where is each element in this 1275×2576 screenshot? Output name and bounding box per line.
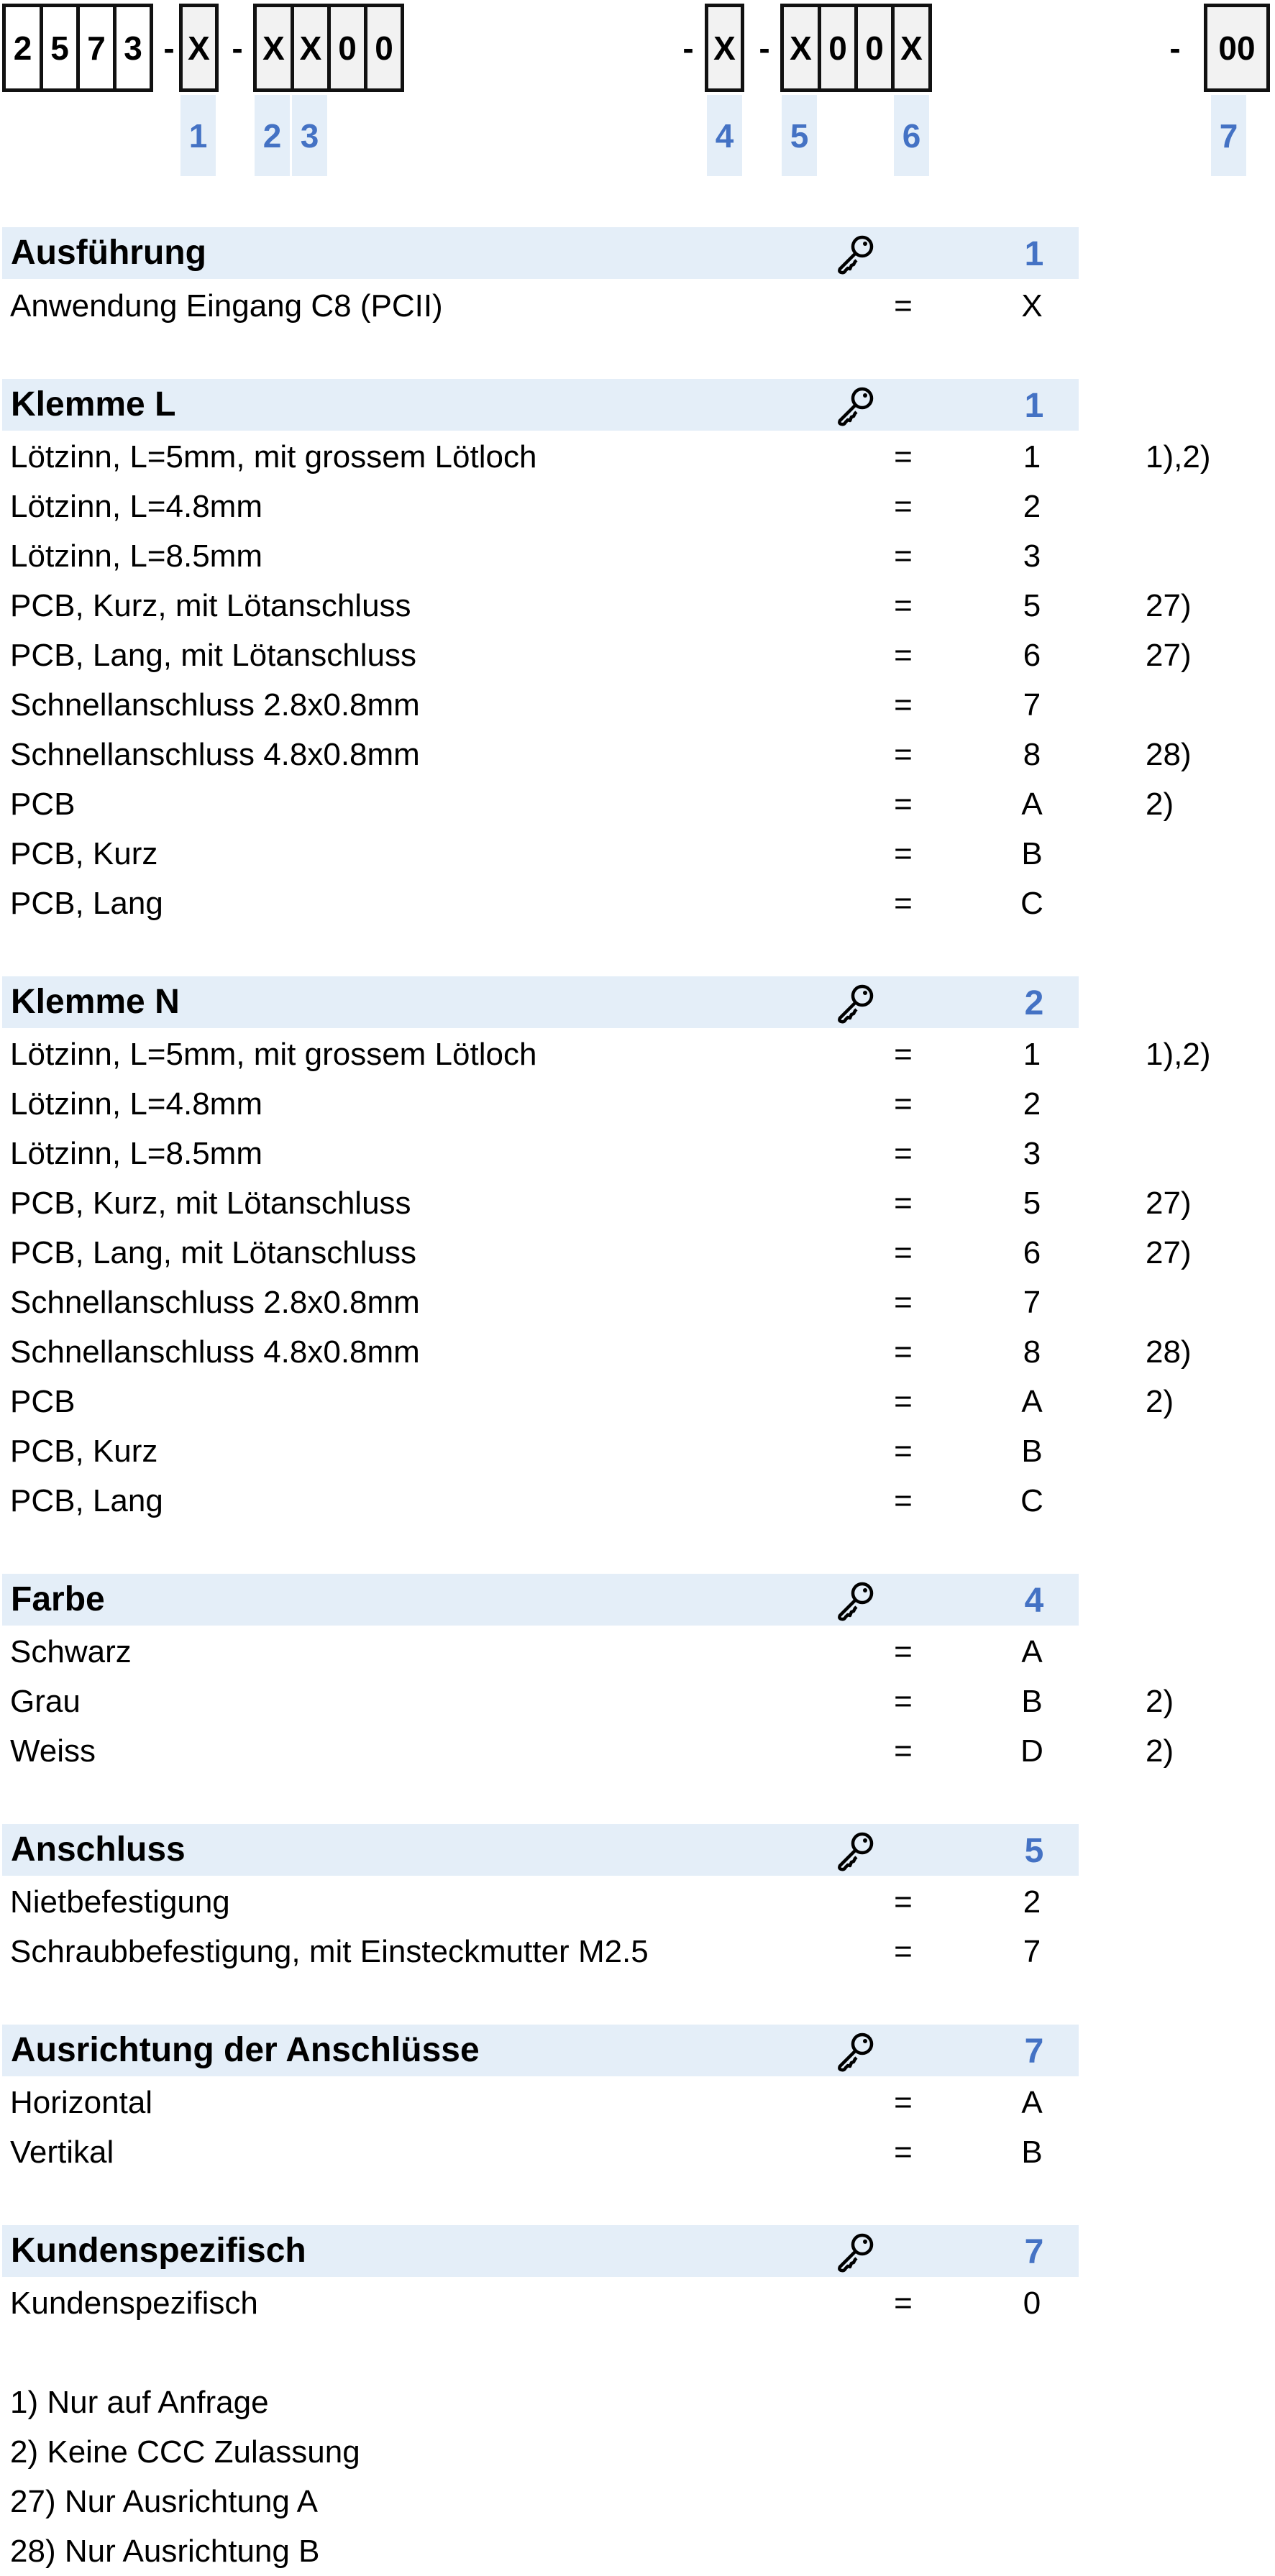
- option-label: PCB: [10, 1384, 76, 1419]
- equals-sign: =: [894, 489, 913, 524]
- option-label: Schnellanschluss 4.8x0.8mm: [10, 737, 420, 772]
- option-label: PCB, Lang, mit Lötanschluss: [10, 1235, 416, 1270]
- option-row: [0, 433, 1275, 482]
- code-cell: 00: [1207, 7, 1266, 88]
- section-title: Kundenspezifisch: [11, 2232, 306, 2270]
- code-cell: 2: [6, 7, 43, 88]
- code-group-3: [705, 4, 744, 92]
- option-label: PCB, Kurz, mit Lötanschluss: [10, 1186, 411, 1221]
- option-row: [0, 532, 1275, 581]
- option-value: 5: [1023, 1186, 1041, 1221]
- section-header-klemme-n: [2, 976, 1079, 1028]
- equals-sign: =: [894, 1733, 913, 1769]
- option-value: 6: [1023, 1235, 1041, 1270]
- code-separator: -: [232, 29, 243, 67]
- option-label: PCB, Lang, mit Lötanschluss: [10, 638, 416, 673]
- key-icon: [834, 1580, 876, 1621]
- section-title: Klemme L: [11, 385, 176, 423]
- equals-sign: =: [894, 1884, 913, 1920]
- option-value: 1: [1023, 1037, 1041, 1072]
- section-position: 1: [1024, 235, 1044, 273]
- option-row: [0, 1229, 1275, 1278]
- equals-sign: =: [894, 1086, 913, 1122]
- section-title: Anschluss: [11, 1830, 186, 1869]
- option-note: 1),2): [1146, 439, 1211, 475]
- option-row: [0, 1179, 1275, 1228]
- equals-sign: =: [894, 836, 913, 871]
- option-row: [0, 879, 1275, 928]
- equals-sign: =: [894, 787, 913, 822]
- option-value: 8: [1023, 737, 1041, 772]
- code-cell: X: [784, 7, 821, 88]
- equals-sign: =: [894, 439, 913, 475]
- position-label-6: 6: [894, 95, 929, 176]
- option-row: [0, 2279, 1275, 2328]
- equals-sign: =: [894, 687, 913, 723]
- section-position: 5: [1024, 1832, 1044, 1870]
- option-label: PCB, Kurz: [10, 836, 158, 871]
- option-row: [0, 1427, 1275, 1476]
- option-row: [0, 2128, 1275, 2177]
- key-icon: [834, 1830, 876, 1871]
- section-header-anschluss: [2, 1824, 1079, 1876]
- option-row: [0, 830, 1275, 879]
- section-header-kundenspezifisch: [2, 2225, 1079, 2277]
- section-header-farbe: [2, 1574, 1079, 1626]
- option-value: B: [1021, 1434, 1043, 1469]
- option-label: Schraubbefestigung, mit Einsteckmutter M2.5: [10, 1934, 649, 1969]
- equals-sign: =: [894, 1235, 913, 1270]
- option-label: Lötzinn, L=5mm, mit grossem Lötloch: [10, 439, 537, 475]
- code-group-2: [253, 4, 404, 92]
- option-row: [0, 1677, 1275, 1726]
- section-header-ausrichtung: [2, 2025, 1079, 2076]
- option-row: [0, 1328, 1275, 1377]
- code-separator: -: [682, 29, 694, 67]
- code-group-1: [179, 4, 219, 92]
- option-label: Kundenspezifisch: [10, 2286, 258, 2321]
- option-value: 6: [1023, 638, 1041, 673]
- code-cell: X: [183, 7, 215, 88]
- code-separator: -: [759, 29, 770, 67]
- section-title: Klemme N: [11, 983, 180, 1021]
- position-label-3: 3: [292, 95, 327, 176]
- section-header-klemme-l: [2, 379, 1079, 431]
- option-row: [0, 1030, 1275, 1079]
- section-position: 4: [1024, 1582, 1044, 1620]
- code-cell: 0: [858, 7, 895, 88]
- equals-sign: =: [894, 1684, 913, 1719]
- option-row: [0, 482, 1275, 531]
- section-header-ausfuehrung: [2, 227, 1079, 279]
- position-label-1: 1: [180, 95, 216, 176]
- option-note: 1),2): [1146, 1037, 1211, 1072]
- section-position: 7: [1024, 2032, 1044, 2071]
- option-label: Vertikal: [10, 2135, 114, 2170]
- option-row: [0, 1477, 1275, 1526]
- option-label: Grau: [10, 1684, 81, 1719]
- option-row: [0, 780, 1275, 829]
- option-value: 3: [1023, 538, 1041, 574]
- equals-sign: =: [894, 588, 913, 623]
- option-value: B: [1021, 1684, 1043, 1719]
- equals-sign: =: [894, 1384, 913, 1419]
- option-row: [0, 1378, 1275, 1426]
- option-note: 2): [1146, 1733, 1174, 1769]
- section-position: 2: [1024, 984, 1044, 1022]
- option-row: [0, 1928, 1275, 1976]
- option-row: [0, 1278, 1275, 1327]
- option-label: Lötzinn, L=8.5mm: [10, 538, 262, 574]
- key-icon: [834, 385, 876, 426]
- equals-sign: =: [894, 737, 913, 772]
- position-label-4: 4: [707, 95, 742, 176]
- position-label-7: 7: [1211, 95, 1246, 176]
- key-icon: [834, 2030, 876, 2072]
- option-label: PCB, Kurz, mit Lötanschluss: [10, 588, 411, 623]
- position-label-2: 2: [255, 95, 290, 176]
- option-value: B: [1021, 2135, 1043, 2170]
- option-value: D: [1020, 1733, 1043, 1769]
- key-icon: [834, 2231, 876, 2273]
- equals-sign: =: [894, 2135, 913, 2170]
- option-value: B: [1021, 836, 1043, 871]
- option-value: 0: [1023, 2286, 1041, 2321]
- code-separator: -: [163, 29, 175, 67]
- equals-sign: =: [894, 1334, 913, 1370]
- code-cell: X: [708, 7, 741, 88]
- option-value: A: [1021, 787, 1043, 822]
- option-value: 7: [1023, 1934, 1041, 1969]
- section-position: 1: [1024, 387, 1044, 425]
- order-code-strip: [0, 0, 1275, 180]
- option-value: 5: [1023, 588, 1041, 623]
- option-note: 2): [1146, 1384, 1174, 1419]
- option-label: Nietbefestigung: [10, 1884, 230, 1920]
- code-separator: -: [1169, 29, 1181, 67]
- option-value: 2: [1023, 1086, 1041, 1122]
- option-label: Schwarz: [10, 1634, 132, 1669]
- option-note: 28): [1146, 737, 1192, 772]
- code-cell: X: [294, 7, 331, 88]
- option-label: PCB, Lang: [10, 886, 163, 921]
- equals-sign: =: [894, 288, 913, 324]
- option-note: 2): [1146, 1684, 1174, 1719]
- option-value: C: [1020, 886, 1043, 921]
- option-row: [0, 1080, 1275, 1129]
- option-row: [0, 582, 1275, 631]
- section-title: Ausrichtung der Anschlüsse: [11, 2031, 480, 2069]
- code-cell: 0: [367, 7, 401, 88]
- option-row: [0, 730, 1275, 779]
- option-label: Horizontal: [10, 2085, 153, 2120]
- option-note: 28): [1146, 1334, 1192, 1370]
- option-label: Weiss: [10, 1733, 96, 1769]
- key-icon: [834, 233, 876, 275]
- option-label: PCB, Lang: [10, 1483, 163, 1518]
- option-row: [0, 1129, 1275, 1178]
- option-note: 27): [1146, 588, 1192, 623]
- key-icon: [834, 982, 876, 1024]
- code-group-4: [780, 4, 932, 92]
- section-position: 7: [1024, 2233, 1044, 2271]
- option-note: 27): [1146, 1235, 1192, 1270]
- code-cell: 3: [116, 7, 150, 88]
- footnote: 28) Nur Ausrichtung B: [10, 2534, 320, 2569]
- footnote: 1) Nur auf Anfrage: [10, 2385, 269, 2420]
- option-label: PCB: [10, 787, 76, 822]
- equals-sign: =: [894, 1186, 913, 1221]
- option-label: Anwendung Eingang C8 (PCII): [10, 288, 443, 324]
- code-cell: X: [257, 7, 294, 88]
- option-row: [0, 2078, 1275, 2127]
- equals-sign: =: [894, 1634, 913, 1669]
- option-label: PCB, Kurz: [10, 1434, 158, 1469]
- equals-sign: =: [894, 538, 913, 574]
- option-label: Lötzinn, L=4.8mm: [10, 489, 262, 524]
- equals-sign: =: [894, 1483, 913, 1518]
- option-value: 8: [1023, 1334, 1041, 1370]
- option-value: A: [1021, 2085, 1043, 2120]
- option-label: Lötzinn, L=8.5mm: [10, 1136, 262, 1171]
- code-group-5: [1204, 4, 1270, 92]
- option-row: [0, 1727, 1275, 1776]
- equals-sign: =: [894, 1285, 913, 1320]
- section-title: Farbe: [11, 1580, 105, 1618]
- option-value: 1: [1023, 439, 1041, 475]
- code-cell: X: [895, 7, 928, 88]
- option-value: 2: [1023, 489, 1041, 524]
- footnote: 27) Nur Ausrichtung A: [10, 2484, 319, 2519]
- option-value: 2: [1023, 1884, 1041, 1920]
- option-row: [0, 1878, 1275, 1927]
- option-row: [0, 681, 1275, 730]
- option-value: C: [1020, 1483, 1043, 1518]
- option-row: [0, 631, 1275, 680]
- equals-sign: =: [894, 1037, 913, 1072]
- option-note: 27): [1146, 638, 1192, 673]
- option-label: Lötzinn, L=5mm, mit grossem Lötloch: [10, 1037, 537, 1072]
- code-cell: 0: [331, 7, 367, 88]
- code-cell: 0: [821, 7, 858, 88]
- equals-sign: =: [894, 886, 913, 921]
- equals-sign: =: [894, 638, 913, 673]
- equals-sign: =: [894, 1434, 913, 1469]
- option-row: [0, 282, 1275, 331]
- equals-sign: =: [894, 1934, 913, 1969]
- option-value: A: [1021, 1384, 1043, 1419]
- equals-sign: =: [894, 2286, 913, 2321]
- code-cell: 7: [80, 7, 116, 88]
- option-value: 7: [1023, 687, 1041, 723]
- equals-sign: =: [894, 2085, 913, 2120]
- section-title: Ausführung: [11, 234, 206, 272]
- option-label: Schnellanschluss 2.8x0.8mm: [10, 1285, 420, 1320]
- option-row: [0, 1628, 1275, 1677]
- option-value: 7: [1023, 1285, 1041, 1320]
- option-value: 3: [1023, 1136, 1041, 1171]
- option-label: Schnellanschluss 4.8x0.8mm: [10, 1334, 420, 1370]
- option-label: Schnellanschluss 2.8x0.8mm: [10, 687, 420, 723]
- option-note: 2): [1146, 787, 1174, 822]
- code-group-base: [2, 4, 153, 92]
- code-cell: 5: [43, 7, 80, 88]
- option-note: 27): [1146, 1186, 1192, 1221]
- option-value: X: [1021, 288, 1043, 324]
- equals-sign: =: [894, 1136, 913, 1171]
- position-label-5: 5: [782, 95, 817, 176]
- option-value: A: [1021, 1634, 1043, 1669]
- footnote: 2) Keine CCC Zulassung: [10, 2434, 360, 2470]
- option-label: Lötzinn, L=4.8mm: [10, 1086, 262, 1122]
